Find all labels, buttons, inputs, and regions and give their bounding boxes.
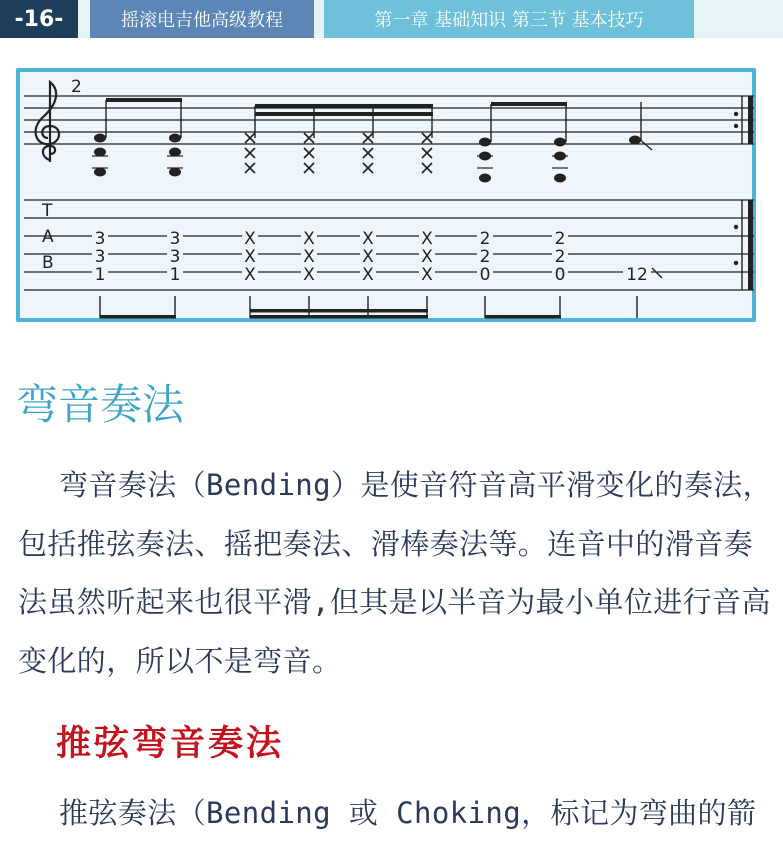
staff-notes [94,134,641,183]
section-paragraph: 弯音奏法（Bending）是使音符音高平滑变化的奏法，包括推弦奏法、摇把奏法、滑棒奏法等。连音中的滑音奏法虽然听起来也很平滑,但其是以半音为最小单位进行音高变化的，所以不是弯音。 [18,468,773,678]
tab-beams [100,309,561,319]
tab-b7-s3: 0 [479,265,491,285]
tab-b6-s3: X [421,265,433,285]
tab-b5-s1: X [362,229,374,249]
ledger-lines [92,156,568,168]
tab-rhythm [100,296,637,318]
tab-b1-s3: 1 [94,265,106,285]
tab-b1-s2: 3 [94,247,106,267]
tab-b2-s2: 3 [169,247,181,267]
notation-svg [20,72,760,326]
tab-clef [41,201,54,273]
subsection-heading: 推弦弯音奏法 [56,723,285,764]
staff-lines [24,96,754,144]
staff-x-notes [245,133,432,173]
notation-figure [16,68,756,322]
tab-b4-s2: X [303,247,315,267]
subsection-paragraph: 推弦奏法（Bending 或 Choking，标记为弯曲的箭 [59,796,757,830]
tab-b5-s3: X [362,265,374,285]
tab-b8-s2: 2 [554,247,566,267]
tab-b2-s3: 1 [169,265,181,285]
chapter-title: 第一章 基础知识 第三节 基本技巧 [324,0,694,38]
page-number: -16- [0,0,78,38]
tab-b3-s1: X [244,229,256,249]
tab-b9-s3: 12 [626,265,648,285]
page-header [0,0,783,38]
beams [106,98,567,116]
repeat-barline [734,96,753,290]
section-heading: 弯音奏法 [16,380,185,429]
book-title: 摇滚电吉他高级教程 [90,0,314,38]
tab-b7-s1: 2 [479,229,491,249]
tab-b8-s1: 2 [554,229,566,249]
tab-b7-s2: 2 [479,247,491,267]
tab-b8-s3: 0 [554,265,566,285]
measure-number: 2 [71,77,82,97]
tab-b3-s2: X [244,247,256,267]
tab-clef-a: A [42,227,54,247]
tab-clef-t: T [42,201,53,221]
tab-b2-s1: 3 [169,229,181,249]
tab-b4-s1: X [303,229,315,249]
tab-b4-s3: X [303,265,315,285]
tab-b3-s3: X [244,265,256,285]
tab-b6-s1: X [421,229,433,249]
tab-b1-s1: 3 [94,229,106,249]
treble-clef-icon [36,82,59,162]
tab-b6-s2: X [421,247,433,267]
tab-clef-b: B [42,253,54,273]
tab-b5-s2: X [362,247,374,267]
